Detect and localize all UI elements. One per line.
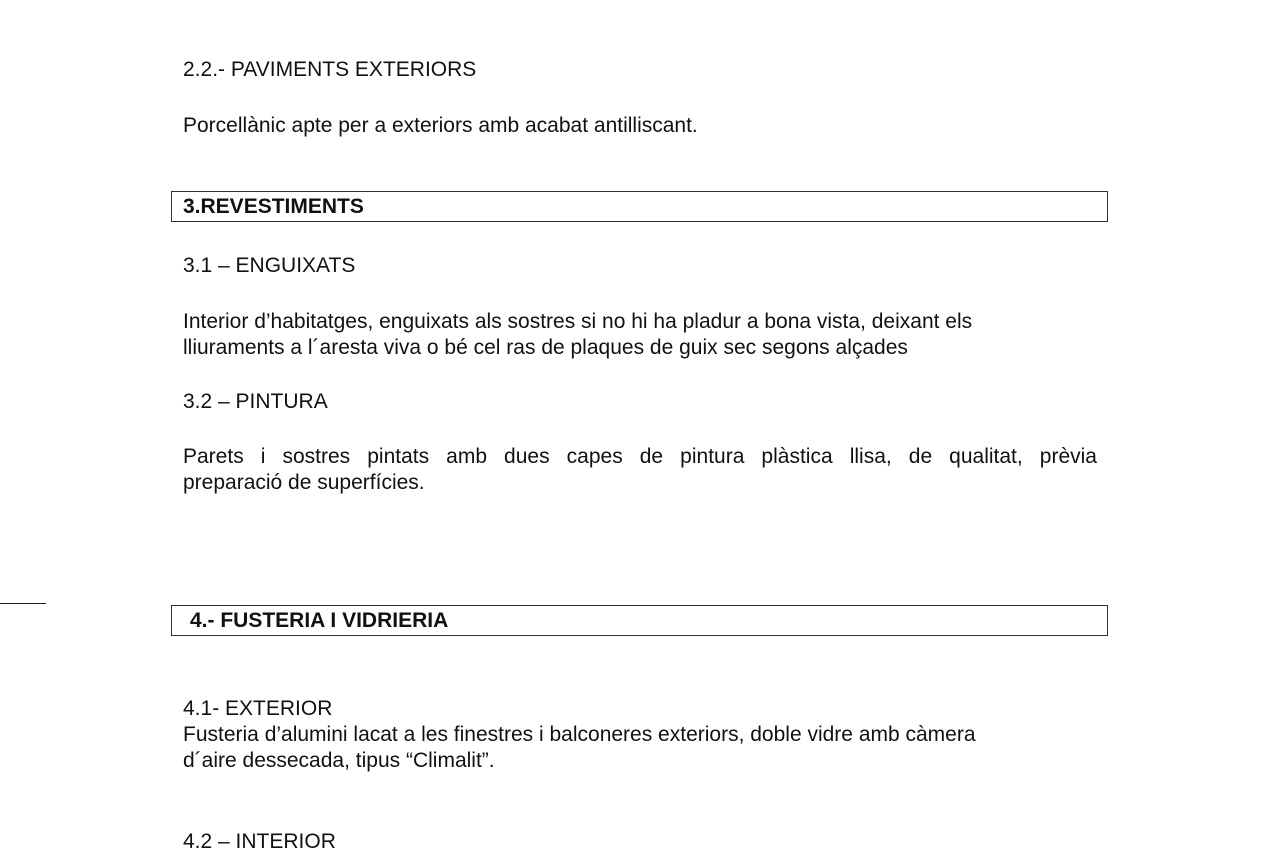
section-title-box-fusteria bbox=[171, 605, 1108, 636]
subsection-heading-exterior: 4.1- EXTERIOR bbox=[183, 697, 333, 720]
section-title-revestiments: 3.REVESTIMENTS bbox=[183, 195, 364, 218]
paragraph-paviments-exteriors: Porcellànic apte per a exteriors amb acabat antilliscant. bbox=[183, 114, 698, 137]
paragraph-line: lliuraments a l´aresta viva o bé cel ras de plaques de guix sec segons alçades bbox=[183, 336, 908, 359]
paragraph-pintura bbox=[183, 444, 1097, 496]
subsection-heading-interior: 4.2 – INTERIOR bbox=[183, 830, 336, 853]
paragraph-line: Parets i sostres pintats amb dues capes de pintura plàstica llisa, de qualitat, prèvia bbox=[183, 445, 1097, 468]
paragraph-enguixats bbox=[183, 309, 1097, 361]
margin-rule bbox=[0, 603, 46, 604]
paragraph-line: Fusteria d’alumini lacat a les finestres i balconeres exteriors, doble vidre amb càmera bbox=[183, 723, 976, 746]
paragraph-exterior bbox=[183, 722, 1097, 774]
subsection-heading-paviments-exteriors: 2.2.- PAVIMENTS EXTERIORS bbox=[183, 58, 477, 81]
paragraph-line: d´aire dessecada, tipus “Climalit”. bbox=[183, 749, 495, 772]
section-title-box-revestiments bbox=[171, 191, 1108, 222]
paragraph-line: preparació de superfícies. bbox=[183, 471, 425, 494]
subsection-heading-enguixats: 3.1 – ENGUIXATS bbox=[183, 254, 356, 277]
paragraph-line: Interior d’habitatges, enguixats als sostres si no hi ha pladur a bona vista, deixant els bbox=[183, 310, 973, 333]
section-title-fusteria-vidrieria: 4.- FUSTERIA I VIDRIERIA bbox=[190, 609, 449, 632]
subsection-heading-pintura: 3.2 – PINTURA bbox=[183, 390, 328, 413]
